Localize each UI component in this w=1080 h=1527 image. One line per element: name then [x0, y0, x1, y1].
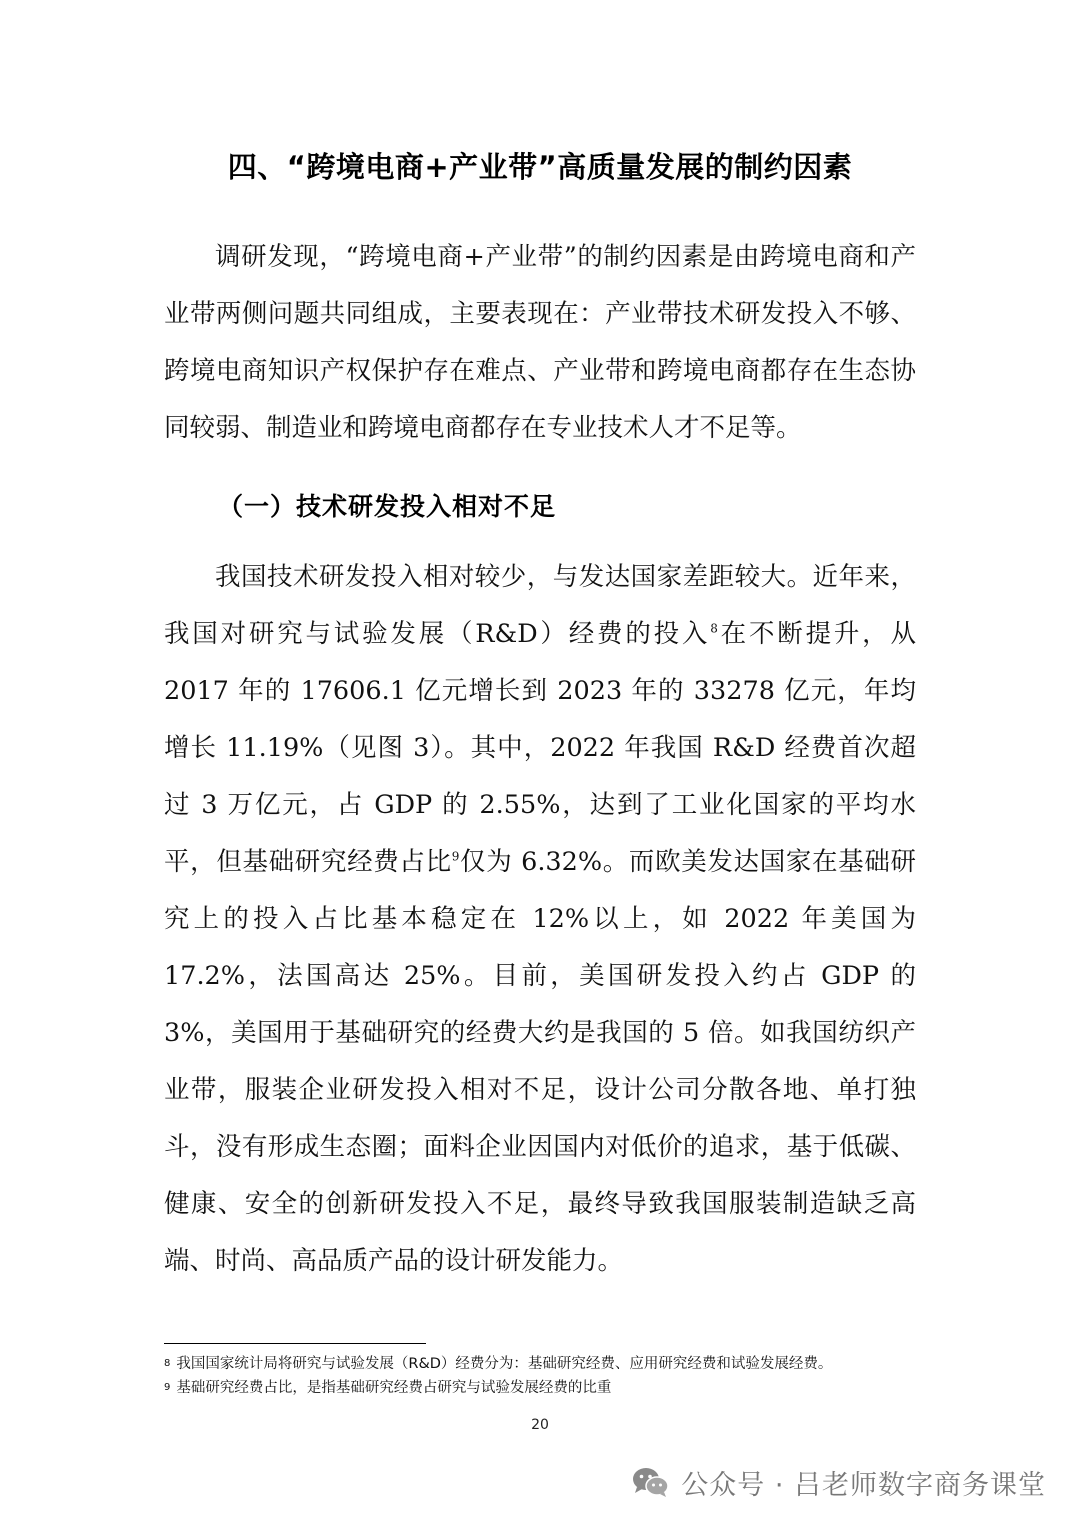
paragraph-text-part-2: 在不断提升，从 2017 年的 17606.1 亿元增长到 2023 年的 33278 亿元，年均增长 11.19%（见图 3）。其中，2022 年我国 R&D 经费首次超过 3 万亿元，占 GDP 的 2.55%，达到了工业化国家的平均水平，但基础研究经费占比	[164, 619, 916, 877]
wechat-icon	[631, 1465, 671, 1499]
footnote-text: 我国国家统计局将研究与试验发展（R&D）经费分为：基础研究经费、应用研究经费和试验发展经费。	[176, 1356, 833, 1372]
watermark-text: 公众号 · 吕老师数字商务课堂	[681, 1469, 1046, 1501]
section-heading: 四、“跨境电商+产业带”高质量发展的制约因素	[227, 150, 853, 184]
paragraph-text-part-1: 我国技术研发投入相对较少，与发达国家差距较大。近年来，我国对研究与试验发展（R&D）经费的投入	[164, 562, 916, 649]
paragraph-text-part-3: 仅为 6.32%。而欧美发达国家在基础研究上的投入占比基本稳定在 12%以上，如 2022 年美国为 17.2%，法国高达 25%。目前，美国研发投入约占 GDP 的 3%，美国用于基础研究的经费大约是我国的 5 倍。如我国纺织产业带，服装企业研发投入相对不足，设计公司分散各地、单打独斗，没有形成生态圈；面料企业因国内对低价的追求，基于低碳、健康、安全的创新研发投入不足，最终导致我国服装制造缺乏高端、时尚、高品质产品的设计研发能力。	[164, 847, 916, 1276]
page-number: 20	[531, 1417, 549, 1433]
footnote-9	[164, 1377, 611, 1399]
footnote-8	[164, 1353, 832, 1375]
footnote-ref-8[interactable]: 8	[710, 621, 718, 636]
footnote-number: 8	[164, 1358, 171, 1369]
footnote-text: 基础研究经费占比，是指基础研究经费占研究与试验发展经费的比重	[176, 1380, 612, 1396]
footnote-ref-9[interactable]: 9	[451, 849, 460, 864]
paragraph-rd-investment	[164, 549, 916, 1290]
subsection-heading: （一）技术研发投入相对不足	[218, 492, 557, 521]
footnote-number: 9	[164, 1382, 171, 1393]
watermark	[631, 1458, 1046, 1506]
paragraph-intro: 调研发现，“跨境电商+产业带”的制约因素是由跨境电商和产业带两侧问题共同组成，主要表现在：产业带技术研发投入不够、跨境电商知识产权保护存在难点、产业带和跨境电商都存在生态协同较弱、制造业和跨境电商都存在专业技术人才不足等。	[164, 242, 916, 443]
footnote-separator	[164, 1343, 426, 1344]
